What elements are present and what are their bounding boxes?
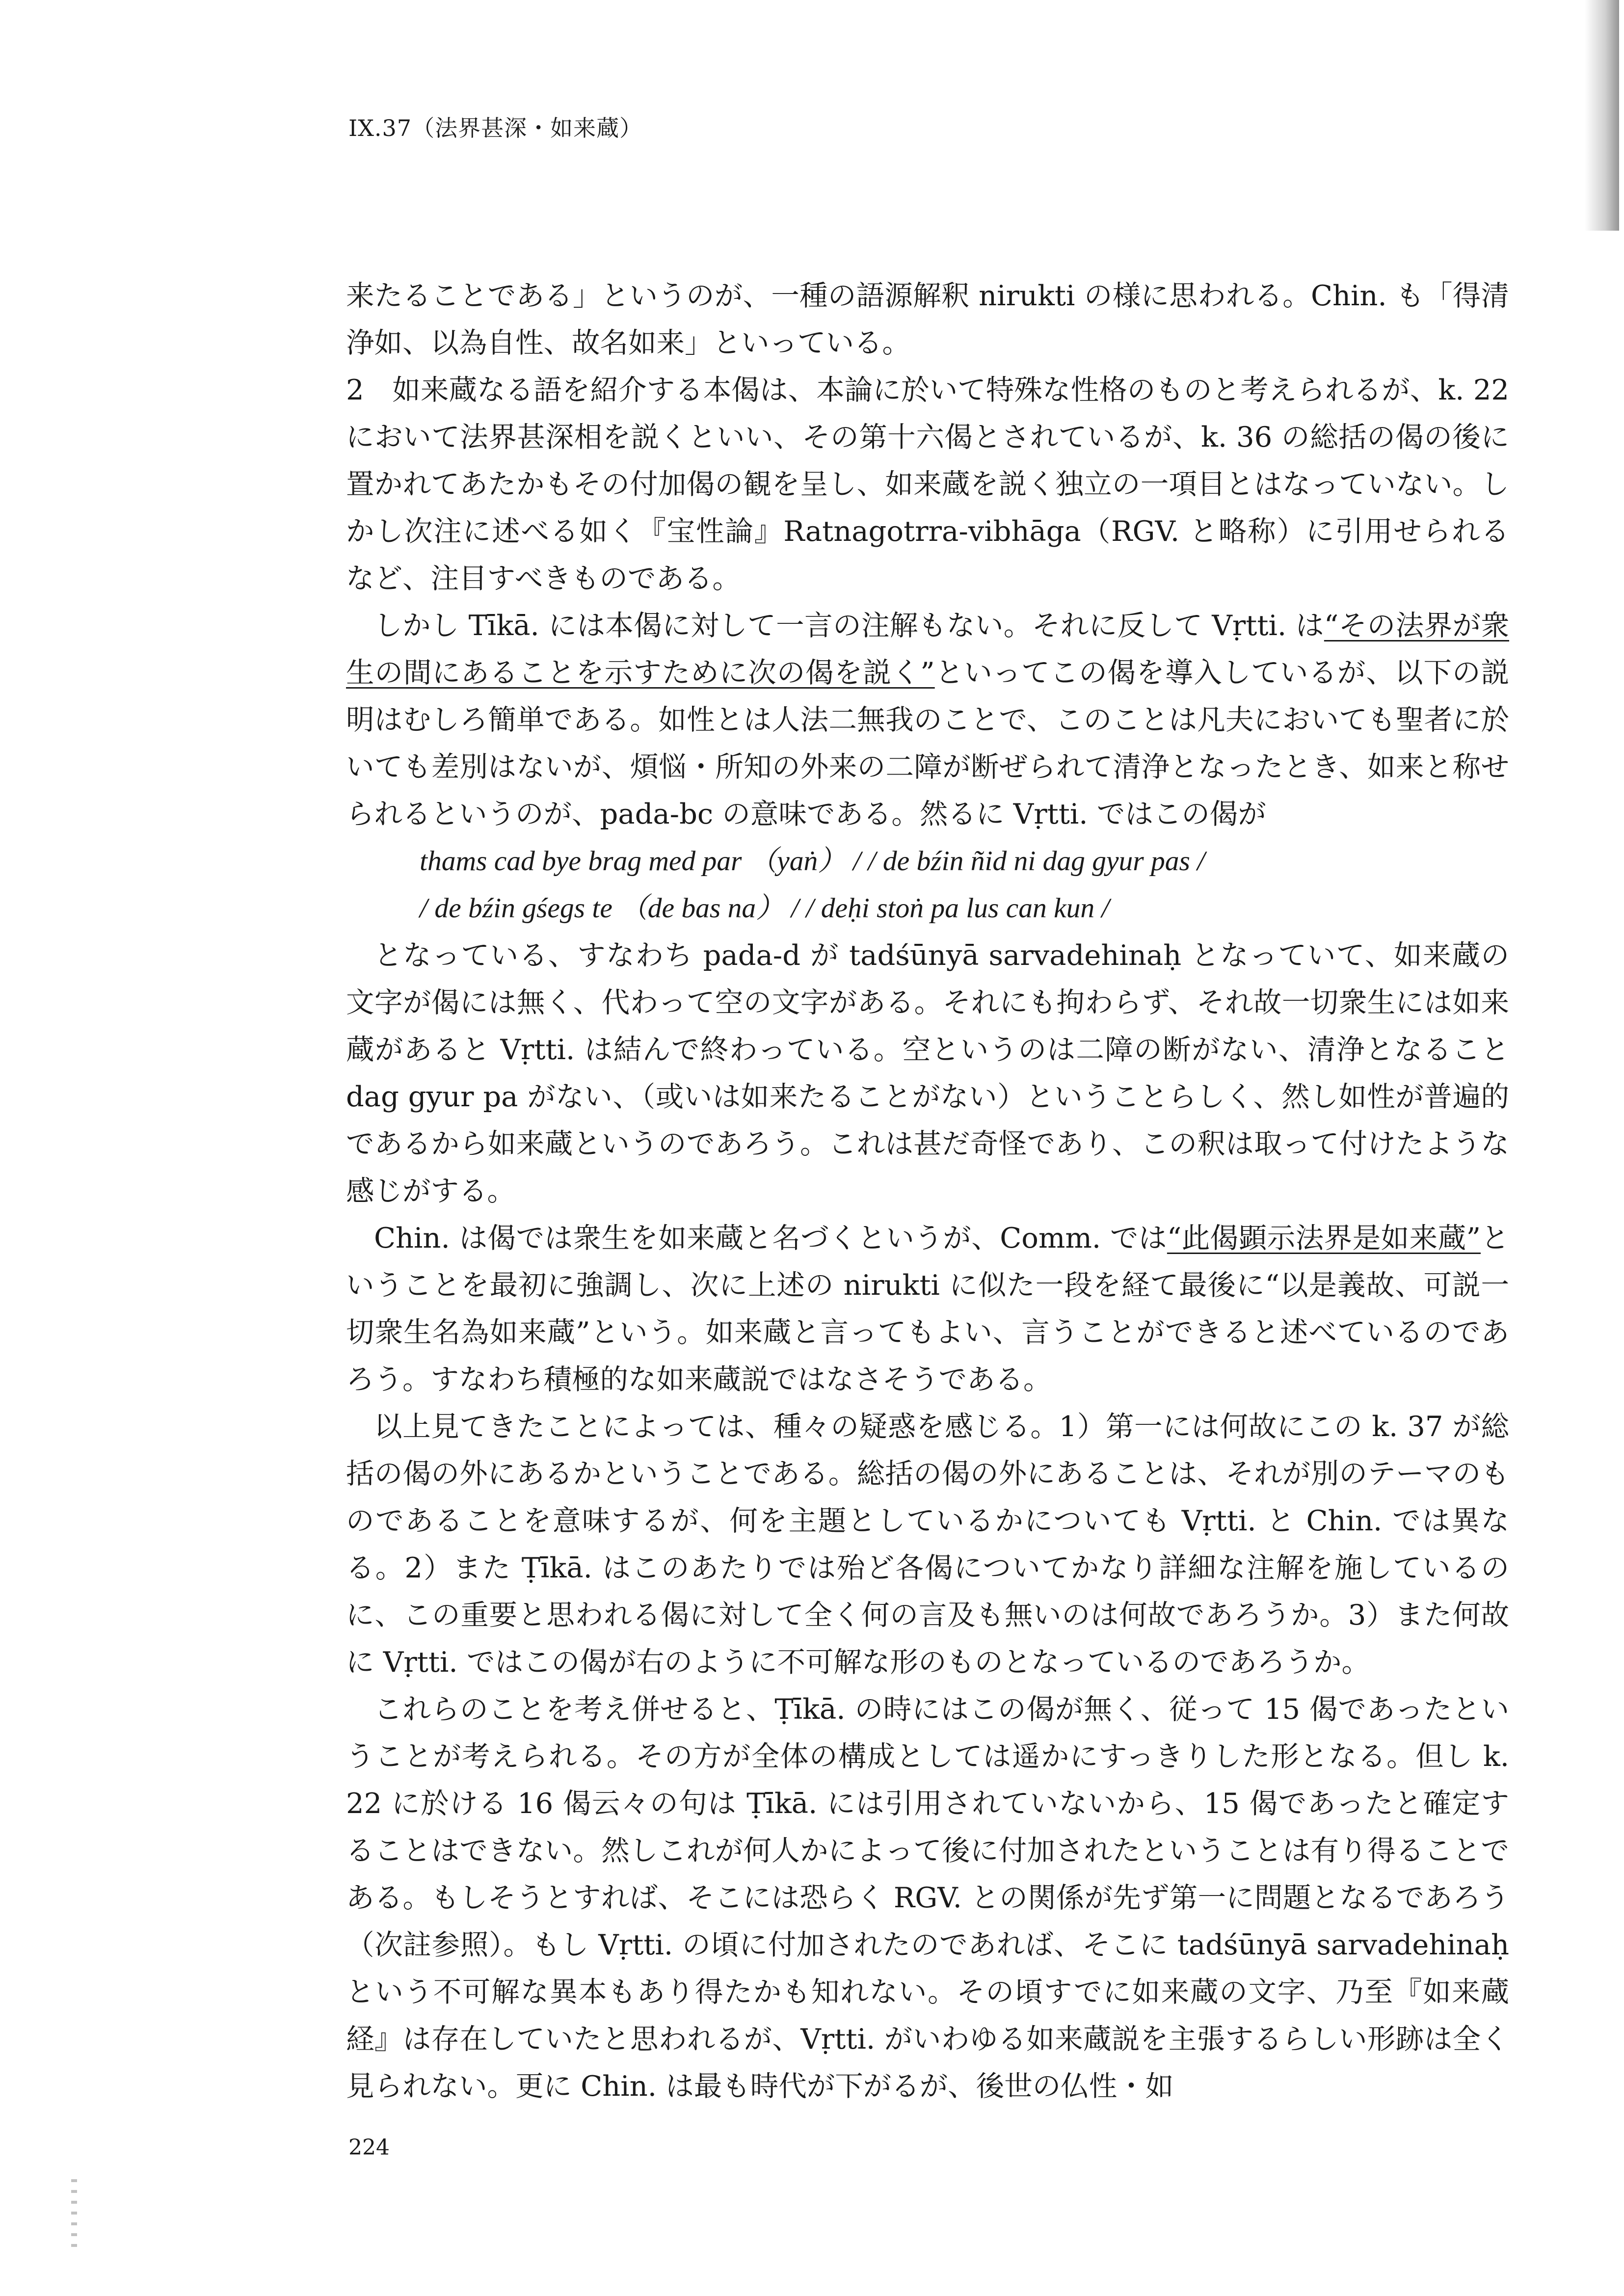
paragraph-5-lead: Chin. は偈では衆生を如来蔵と名づくというが、Comm. では [374, 1222, 1167, 1255]
paragraph-2: 2 如来蔵なる語を紹介する本偈は、本論に於いて特殊な性格のものと考えられるが、k. 22 において法界甚深相を説くといい、その第十六偈とされているが、k. 36 の総括の偈の後に置かれてあたかもその付加偈の観を呈し、如来蔵を説く独立の一項目とはなっていない。しかし次注に述べる如く『宝性論』Ratnagotrra-vibhāga（RGV. と略称）に引用せられるなど、注目すべきものである。 [346, 374, 1509, 595]
paragraph-1: 来たることである」というのが、一種の語源解釈 nirukti の様に思われる。Chin. も「得清浄如、以為自性、故名如来」といっている。 [346, 279, 1509, 359]
body-text [346, 272, 1509, 2110]
running-head: IX.37（法界甚深・如来蔵） [348, 115, 643, 141]
verse-line-2: / de bźin gśegs te （de bas na） / / deḥi stoṅ pa lus can kun / [420, 893, 1110, 924]
scan-edge-shadow [1585, 0, 1619, 231]
underlined-quote: “その法界が衆生の間にあることを示すために次の偈を説く” [346, 609, 1509, 689]
paragraph-5-rest: ということを最初に強調し、次に上述の nirukti に似た一段を経て最後に“以是義故、可説一切衆生名為如来蔵”という。如来蔵と言ってもよい、言うことができると述べているのであろう。すなわち積極的な如来蔵説ではなさそうである。 [346, 1222, 1509, 1396]
paragraph-3 [346, 602, 1509, 838]
paragraph-5 [346, 1215, 1509, 1403]
paragraph-3-rest: といってこの偈を導入しているが、以下の説明はむしろ簡単である。如性とは人法二無我のことで、このことは凡夫においても聖者に於いても差別はないが、煩悩・所知の外来の二障が断ぜられて清浄となったとき、如来と称せられるというのが、pada-bc の意味である。然るに Vṛtti. ではこの偈が [346, 656, 1509, 830]
paragraph-3-lead: しかし Tīkā. には本偈に対して一言の注解もない。それに反して Vṛtti. は [374, 609, 1324, 642]
underlined-quote-2: “此偈顕示法界是如来蔵” [1167, 1222, 1481, 1255]
paragraph-6: 以上見てきたことによっては、種々の疑惑を感じる。1）第一には何故にこの k. 37 が総括の偈の外にあるかということである。総括の偈の外にあることは、それが別のテーマのものであることを意味するが、何を主題としているかについても Vṛtti. と Chin. では異なる。2）また Ṭīkā. はこのあたりでは殆ど各偈についてかなり詳細な注解を施しているのに、この重要と思われる偈に対して全く何の言及も無いのは何故であろうか。3）また何故に Vṛtti. ではこの偈が右のように不可解な形のものとなっているのであろうか。 [346, 1410, 1509, 1679]
paragraph-4: となっている、すなわち pada-d が tadśūnyā sarvadehinaḥ となっていて、如来蔵の文字が偈には無く、代わって空の文字がある。それにも拘わらず、それ故一切衆生には如来蔵があると Vṛtti. は結んで終わっている。空というのは二障の断がない、清浄となること dag gyur pa がない、（或いは如来たることがない）ということらしく、然し如性が普遍的であるから如来蔵というのであろう。これは甚だ奇怪であり、この釈は取って付けたような感じがする。 [346, 939, 1509, 1207]
scan-artifact [71, 2179, 77, 2248]
page-number: 224 [348, 2135, 390, 2160]
paragraph-7: これらのことを考え併せると、Ṭīkā. の時にはこの偈が無く、従って 15 偈であったということが考えられる。その方が全体の構成としては遥かにすっきりした形となる。但し k. 22 に於ける 16 偈云々の句は Ṭīkā. には引用されていないから、15 偈であったと確定することはできない。然しこれが何人かによって後に付加されたということは有り得ることである。もしそうとすれば、そこには恐らく RGV. との関係が先ず第一に問題となるであろう（次註参照）。もし Vṛtti. の頃に付加されたのであれば、そこに tadśūnyā sarvadehinaḥ という不可解な異本もあり得たかも知れない。その頃すでに如来蔵の文字、乃至『如来蔵経』は存在していたと思われるが、Vṛtti. がいわゆる如来蔵説を主張するらしい形跡は全く見られない。更に Chin. は最も時代が下がるが、後世の仏性・如 [346, 1693, 1509, 2103]
verse-line-1: thams cad bye brag med par （yaṅ） / / de bźin ñid ni dag gyur pas / [420, 846, 1205, 877]
